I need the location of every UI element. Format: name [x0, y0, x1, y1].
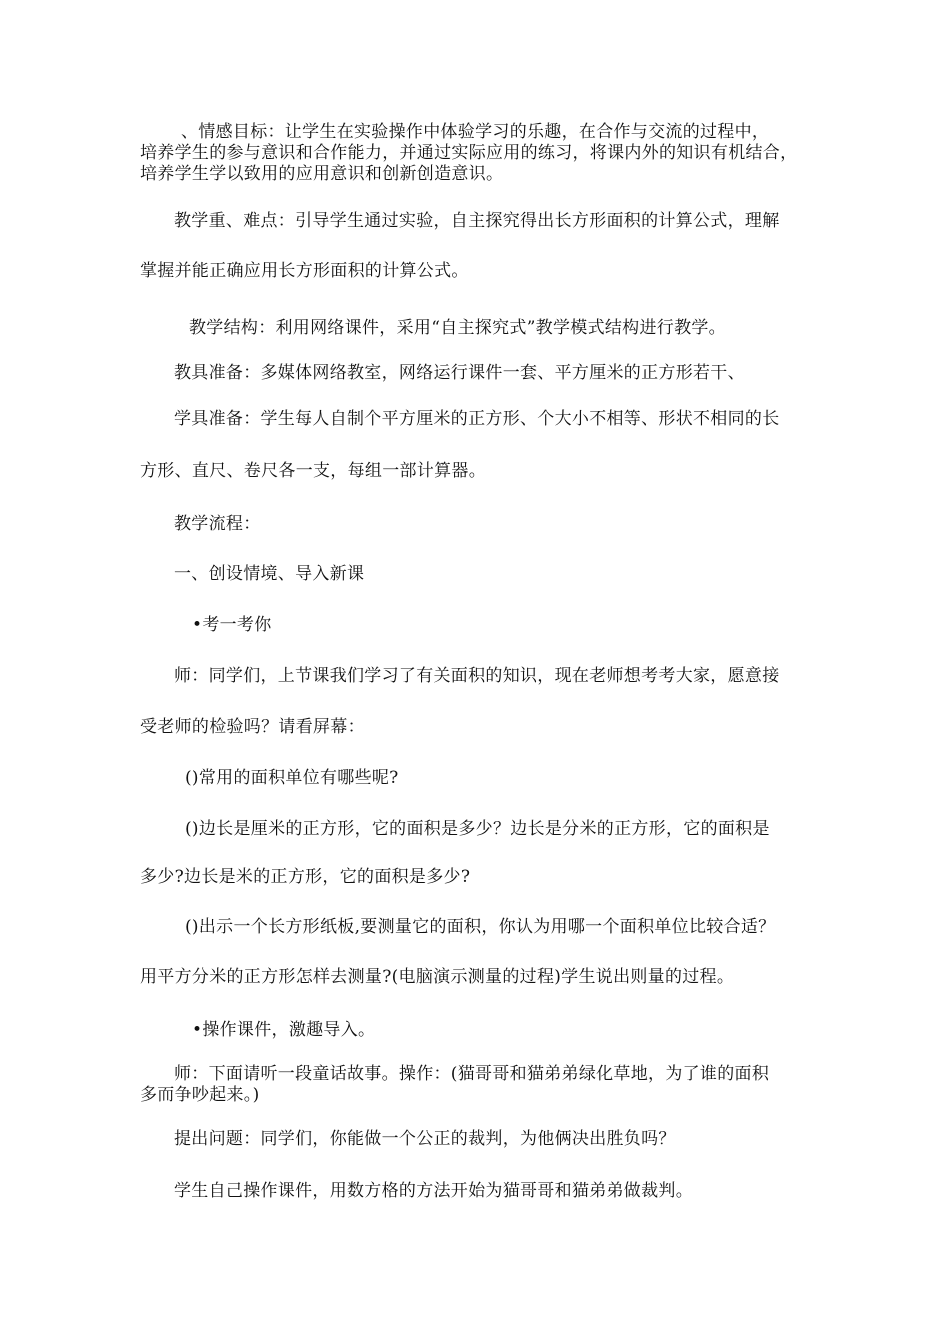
bullet-operate: •操作课件，激趣导入。	[192, 1020, 376, 1040]
key-points-line-1: 教学重、难点：引导学生通过实验，自主探究得出长方形面积的计算公式，理解	[174, 211, 780, 231]
teaching-structure: 教学结构：利用网络课件，采用“自主探究式”教学模式结构进行教学。	[189, 318, 726, 338]
teacher-speech-2-line-2: 多而争吵起来。)	[140, 1085, 260, 1105]
teacher-speech-1-line-2: 受老师的检验吗？请看屏幕：	[140, 717, 365, 737]
question-2-line-1: ()边长是厘米的正方形，它的面积是多少？边长是分米的正方形，它的面积是	[185, 819, 770, 839]
student-operation: 学生自己操作课件，用数方格的方法开始为猫哥哥和猫弟弟做裁判。	[174, 1181, 693, 1201]
student-tools-line-1: 学具准备：学生每人自制个平方厘米的正方形、个大小不相等、形状不相同的长	[174, 409, 780, 429]
teacher-speech-2-line-1: 师：下面请听一段童话故事。操作：(猫哥哥和猫弟弟绿化草地，为了谁的面积	[174, 1064, 770, 1084]
raise-question: 提出问题：同学们，你能做一个公正的裁判，为他俩决出胜负吗？	[174, 1129, 676, 1149]
teacher-speech-1-line-1: 师：同学们，上节课我们学习了有关面积的知识，现在老师想考考大家，愿意接	[174, 666, 780, 686]
goal-line-1: 、情感目标：让学生在实验操作中体验学习的乐趣，在合作与交流的过程中，	[181, 122, 770, 142]
flow-title: 教学流程：	[174, 514, 261, 534]
teacher-tools: 教具准备：多媒体网络教室，网络运行课件一套、平方厘米的正方形若干、	[174, 363, 745, 383]
question-1: ()常用的面积单位有哪些呢?	[185, 768, 399, 788]
question-3-line-2: 用平方分米的正方形怎样去测量?(电脑演示测量的过程)学生说出则量的过程。	[140, 967, 735, 987]
student-tools-line-2: 方形、直尺、卷尺各一支，每组一部计算器。	[140, 461, 486, 481]
question-2-line-2: 多少?边长是米的正方形，它的面积是多少?	[140, 867, 471, 887]
key-points-line-2: 掌握并能正确应用长方形面积的计算公式。	[140, 261, 469, 281]
goal-line-2: 培养学生的参与意识和合作能力，并通过实际应用的练习，将课内外的知识有机结合，	[140, 143, 798, 163]
section-heading-1: 一、创设情境、导入新课	[174, 564, 365, 584]
bullet-quiz: •考一考你	[192, 615, 272, 635]
question-3-line-1: ()出示一个长方形纸板,要测量它的面积，你认为用哪一个面积单位比较合适？	[185, 917, 776, 937]
goal-line-3: 培养学生学以致用的应用意识和创新创造意识。	[140, 164, 504, 184]
